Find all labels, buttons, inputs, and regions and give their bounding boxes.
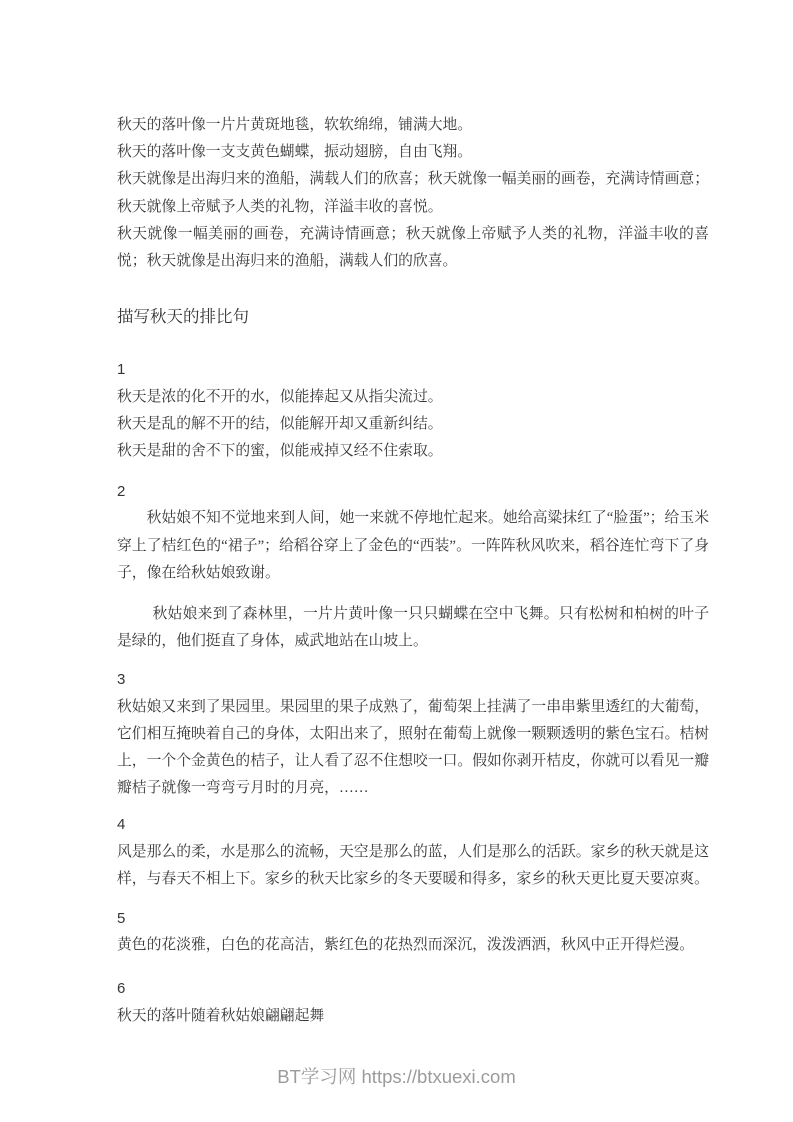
section-paragraph: 秋姑娘来到了森林里，一片片黄叶像一只只蝴蝶在空中飞舞。只有松树和柏树的叶子是绿的，他们挺直了身体，威武地站在山坡上。 [117,606,709,650]
section-number: 5 [117,910,126,928]
section-paragraph: 秋天是甜的舍不下的蜜，似能戒掉又经不住索取。 [117,443,443,460]
section-number: 2 [117,483,126,501]
section-paragraph: 黄色的花淡雅，白色的花高洁，紫红色的花热烈而深沉，泼泼洒洒，秋风中正开得烂漫。 [117,937,695,954]
page-title: 描写秋天的排比句 [117,307,249,327]
document-content [117,112,709,1030]
numbered-section [117,811,709,893]
numbered-section [117,478,709,655]
intro-paragraph: 秋天的落叶像一支支黄色蝴蝶，振动翅膀，自由飞翔。 [117,144,473,161]
section-paragraph: 风是那么的柔，水是那么的流畅，天空是那么的蓝，人们是那么的活跃。家乡的秋天就是这样，与春天不相上下。家乡的秋天比家乡的冬天要暖和得多，家乡的秋天更比夏天要凉爽。 [117,843,709,887]
watermark-text: BT学习网 https://btxuexi.com [277,1066,516,1087]
section-paragraph: 秋姑娘又来到了果园里。果园里的果子成熟了，葡萄架上挂满了一串串紫里透红的大葡萄，它们相互掩映着自己的身体，太阳出来了，照射在葡萄上就像一颗颗透明的紫色宝石。桔树上，一个个金黄色的桔子，让人看了忍不住想咬一口。假如你剥开桔皮，你就可以看见一瓣瓣桔子就像一弯弯亏月时的月亮，…… [117,698,709,797]
numbered-section [117,666,709,802]
section-number: 6 [117,980,126,998]
section-paragraph: 秋姑娘不知不觉地来到人间，她一来就不停地忙起来。她给高粱抹红了“脸蛋”；给玉米穿上了桔红色的“裙子”；给稻谷穿上了金色的“西装”。一阵阵秋风吹来，稻谷连忙弯下了身子，像在给秋姑娘致谢。 [117,510,709,581]
section-paragraph: 秋天是乱的解不开的结，似能解开却又重新纠结。 [117,415,443,432]
watermark-footer [0,1063,793,1090]
numbered-section [117,356,709,465]
section-paragraph: 秋天的落叶随着秋姑娘翩翩起舞 [117,1007,325,1024]
intro-paragraph: 秋天就像一幅美丽的画卷，充满诗情画意；秋天就像上帝赋予人类的礼物，洋溢丰收的喜悦；秋天就像是出海归来的渔船，满载人们的欣喜。 [117,225,709,270]
numbered-section [117,975,709,1029]
numbered-section [117,905,709,959]
intro-paragraph: 秋天的落叶像一片片黄斑地毯，软软绵绵，铺满大地。 [117,117,473,133]
section-number: 1 [117,361,126,379]
section-paragraph: 秋天是浓的化不开的水，似能捧起又从指尖流过。 [117,388,443,405]
intro-paragraph: 秋天就像是出海归来的渔船，满载人们的欣喜；秋天就像一幅美丽的画卷，充满诗情画意；秋天就像上帝赋予人类的礼物，洋溢丰收的喜悦。 [117,171,709,215]
section-number: 4 [117,816,126,834]
section-number: 3 [117,671,126,689]
